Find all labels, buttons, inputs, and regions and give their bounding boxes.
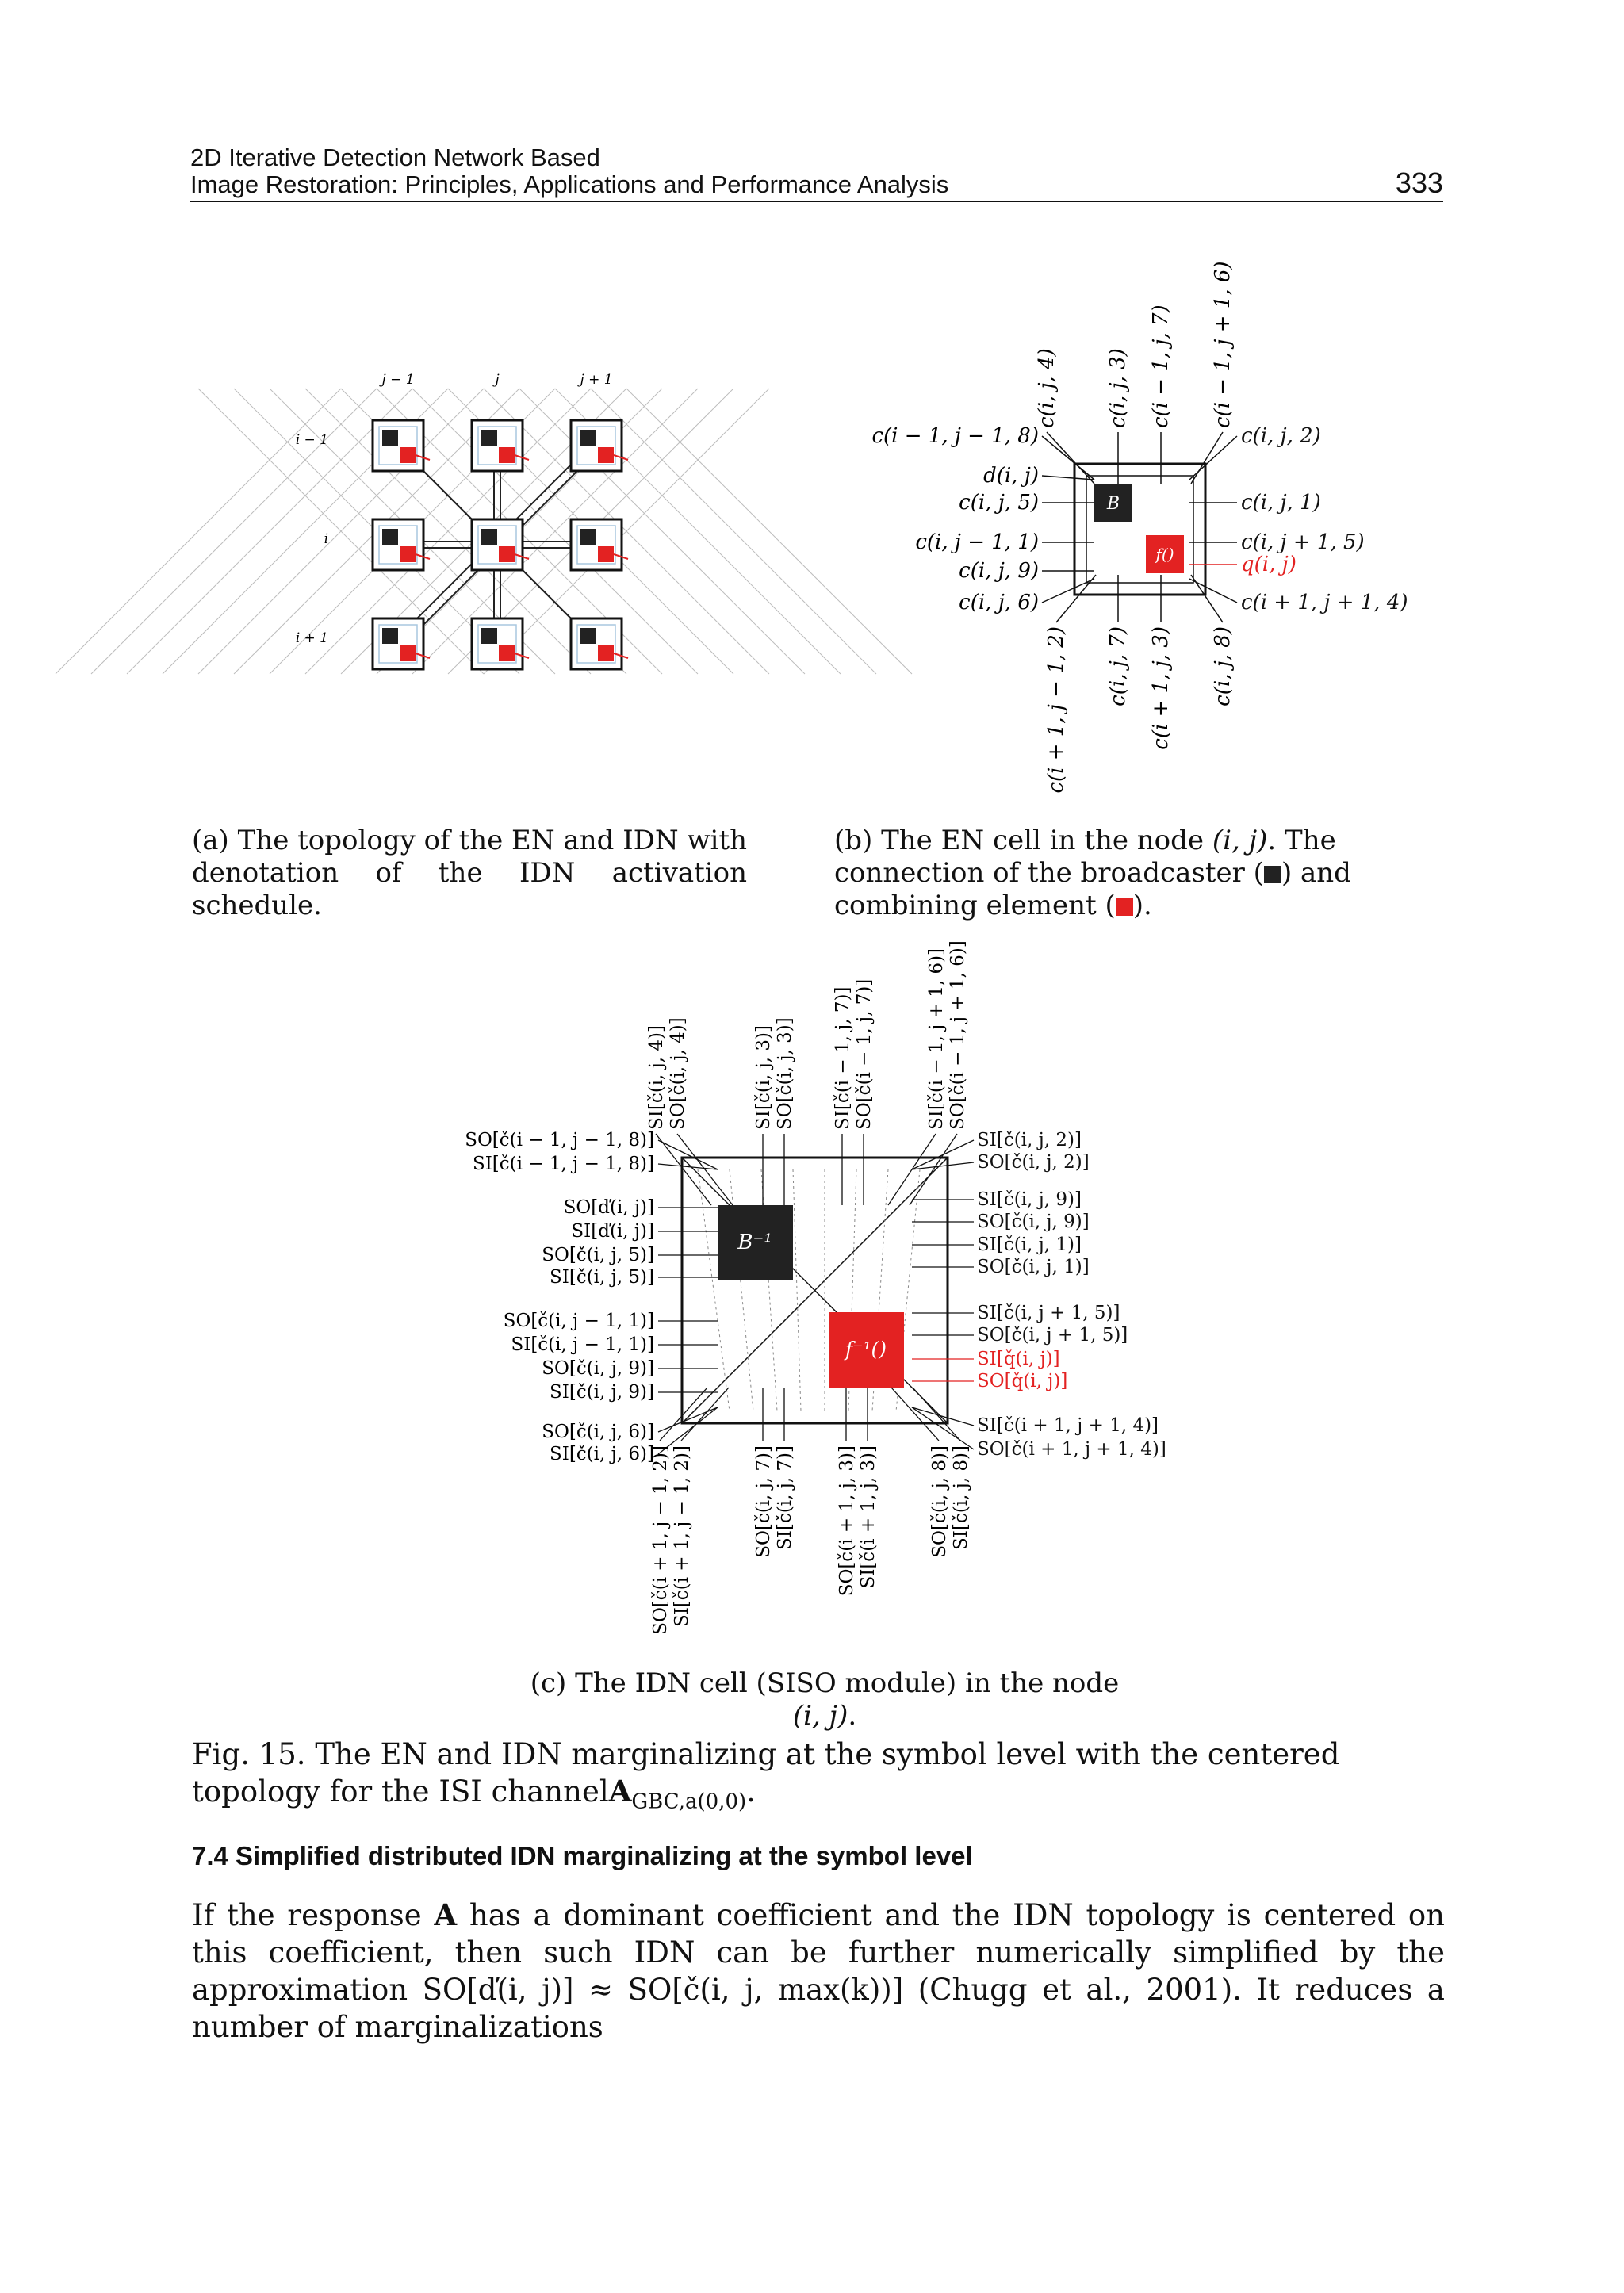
left-label: c(i, j, 6) [959, 591, 1039, 614]
figure-c-diagram [465, 940, 1166, 1635]
top-label: c(i, j, 4) [1035, 348, 1059, 428]
top-label: c(i, j, 3) [1106, 348, 1130, 428]
right-label: c(i + 1, j + 1, 4) [1241, 591, 1408, 614]
figure-a-topology [295, 365, 634, 698]
broadcaster-box [481, 529, 497, 545]
left-label: SI[č(i, j, 6)] [550, 1444, 654, 1464]
bottom-label: SI[č(i + 1, j, 3)] [858, 1445, 879, 1589]
figure-caption-subscript: GBC,a(0,0) [631, 1790, 747, 1814]
bottom-line [681, 1388, 729, 1441]
top-label: SI[č(i − 1, j, 7)] [833, 986, 853, 1130]
top-line [888, 1134, 936, 1205]
right-line [912, 1407, 974, 1449]
top-line [910, 1134, 957, 1205]
combiner-square-icon [1116, 898, 1133, 916]
lattice-line [91, 389, 377, 674]
left-label: SI[č(i, j, 5)] [550, 1267, 654, 1288]
bottom-line [891, 1388, 939, 1441]
top-label: SO[č(i − 1, j, 7)] [854, 978, 875, 1130]
body-part-3: (Chugg et al., 2001). It reduces a number of marginalizations [192, 1973, 1445, 2044]
left-line [1042, 436, 1094, 480]
right-label: c(i, j, 1) [1241, 491, 1321, 515]
header-line-2: Image Restoration: Principles, Applications and Performance Analysis [190, 170, 949, 198]
combiner-box [598, 645, 614, 661]
col-label: j − 1 [381, 372, 415, 388]
bottom-label: SO[č(i, j, 7)] [753, 1445, 774, 1558]
figure-caption-end: . [746, 1774, 756, 1809]
left-label: c(i − 1, j − 1, 8) [871, 424, 1039, 448]
bottom-line [1056, 575, 1096, 622]
combiner-box [499, 447, 515, 463]
figure-c-idn-cell [444, 932, 1205, 1665]
broadcaster-box [580, 430, 596, 446]
lattice-line [591, 389, 876, 674]
left-label: SI[č(i, j, 9)] [550, 1382, 654, 1403]
top-line [677, 1134, 733, 1205]
broadcaster-box [580, 628, 596, 644]
right-label: SI[č(i, j, 1)] [977, 1235, 1082, 1255]
caption-b-end: ). [1132, 890, 1152, 921]
figure-b-diagram [871, 261, 1408, 793]
right-label: SO[č(i, j + 1, 5)] [977, 1325, 1128, 1346]
right-label: SI[č(i + 1, j + 1, 4)] [977, 1415, 1159, 1436]
body-paragraph [192, 1897, 1445, 2046]
left-label: SI[č(i, j − 1, 1)] [511, 1334, 654, 1355]
top-label: SO[č(i, j, 4)] [668, 1017, 688, 1130]
top-label: SO[č(i − 1, j + 1, 6)] [948, 940, 968, 1130]
right-label: q(i, j) [1241, 553, 1297, 576]
page-number: 333 [1395, 167, 1443, 199]
bottom-label: c(i + 1, j, 3) [1149, 626, 1173, 750]
broadcaster-box [382, 529, 398, 545]
top-label: SO[č(i, j, 3)] [775, 1017, 795, 1130]
top-label: c(i − 1, j, 7) [1149, 304, 1173, 428]
top-line [1191, 432, 1223, 484]
left-label: SI[ď(i, j)] [571, 1221, 654, 1242]
col-label: j [495, 372, 500, 388]
caption-b [834, 825, 1445, 922]
broadcaster-box [481, 430, 497, 446]
right-label: c(i, j + 1, 5) [1241, 530, 1365, 554]
broadcaster-box [382, 430, 398, 446]
broadcaster-label: B [1106, 494, 1120, 514]
left-label: c(i, j, 5) [959, 491, 1039, 515]
bottom-line [1191, 575, 1223, 622]
body-formula: SO[ď(i, j)] ≈ SO[č(i, j, max(k))] [422, 1973, 904, 2007]
header-line-1: 2D Iterative Detection Network Based [190, 144, 600, 171]
top-label: SI[č(i, j, 3)] [753, 1025, 774, 1130]
top-label: SI[č(i, j, 4)] [646, 1025, 667, 1130]
caption-b-node: (i, j) [1212, 825, 1268, 856]
left-label: SO[č(i, j, 5)] [542, 1245, 654, 1265]
right-label: SO[q̌(i, j)] [977, 1371, 1068, 1391]
left-line [1042, 579, 1094, 603]
caption-c-end: . [848, 1700, 857, 1732]
right-label: c(i, j, 2) [1241, 424, 1321, 448]
left-label: SO[č(i − 1, j − 1, 8)] [465, 1130, 654, 1150]
combiner-box [598, 546, 614, 562]
bottom-label: c(i, j, 8) [1211, 626, 1235, 706]
caption-c [523, 1667, 1126, 1732]
figure-caption [192, 1736, 1445, 1820]
figure-a-labels [296, 372, 613, 646]
right-label: SI[č(i, j, 9)] [977, 1189, 1082, 1210]
left-label: SO[č(i, j, 6)] [542, 1422, 654, 1442]
left-label: d(i, j) [983, 464, 1039, 488]
left-label: c(i, j, 9) [959, 559, 1039, 583]
combiner-box [400, 447, 416, 463]
caption-b-prefix: (b) The EN cell in the node [834, 825, 1212, 856]
dotted-line [793, 1169, 801, 1411]
left-label: SO[ď(i, j)] [563, 1197, 654, 1218]
caption-c-node: (i, j) [792, 1700, 848, 1732]
left-label: SO[č(i, j, 9)] [542, 1358, 654, 1379]
left-label: SI[č(i − 1, j − 1, 8)] [472, 1154, 654, 1174]
body-part-1: If the response [192, 1898, 435, 1932]
combiner-box [400, 546, 416, 562]
bottom-label: SI[č(i, j, 7)] [775, 1445, 795, 1550]
header-rule [190, 201, 1443, 202]
right-label: SI[č(i, j + 1, 5)] [977, 1303, 1120, 1323]
right-label: SO[č(i, j, 1)] [977, 1257, 1090, 1277]
caption-a: (a) The topology of the EN and IDN with denotation of the IDN activation schedule. [192, 825, 747, 921]
right-label: SI[č(i, j, 2)] [977, 1130, 1082, 1150]
bottom-label: SO[č(i + 1, j − 1, 2)] [650, 1445, 671, 1635]
combiner-box [499, 546, 515, 562]
broadcaster-square-icon [1264, 866, 1281, 883]
bottom-label: c(i + 1, j − 1, 2) [1044, 626, 1068, 794]
row-label: i [324, 531, 328, 547]
row-label: i + 1 [295, 630, 328, 646]
right-line [912, 1162, 974, 1169]
body-part-2: has a dominant coefficient and the IDN topology is centered on this coefficient, then such IDN can be further numerically simplified by the approximation [192, 1898, 1445, 2007]
body-bold-symbol: A [434, 1897, 458, 1932]
running-header [190, 144, 1443, 198]
top-label: c(i − 1, j + 1, 6) [1211, 261, 1235, 428]
right-line [1189, 436, 1237, 480]
row-label: i − 1 [295, 432, 328, 448]
broadcaster-label: B⁻¹ [737, 1231, 772, 1254]
right-label: SO[č(i, j, 9)] [977, 1212, 1090, 1232]
caption-b-mid: . The connection of the broadcaster ( [834, 825, 1336, 889]
broadcaster-box [382, 628, 398, 644]
top-line [1047, 432, 1094, 484]
bottom-line [913, 1388, 960, 1441]
bottom-label: SO[č(i + 1, j, 3)] [837, 1445, 857, 1597]
left-label: c(i, j − 1, 1) [915, 530, 1039, 554]
figure-caption-text: Fig. 15. The EN and IDN marginalizing at the symbol level with the centered topology for the ISI channel [192, 1737, 1340, 1809]
right-label: SO[č(i + 1, j + 1, 4)] [977, 1439, 1166, 1460]
bottom-label: SI[č(i + 1, j − 1, 2)] [672, 1445, 692, 1628]
figure-b-en-cell [841, 254, 1475, 809]
top-label: SI[č(i − 1, j + 1, 6)] [926, 947, 947, 1130]
lattice-line [519, 389, 805, 674]
right-label: SI[q̌(i, j)] [977, 1349, 1060, 1369]
broadcaster-box [481, 628, 497, 644]
top-line [656, 1134, 711, 1205]
left-line [658, 1407, 718, 1432]
caption-b-mid2: ) and combining element ( [834, 857, 1351, 921]
combiner-label: f() [1155, 545, 1174, 564]
right-label: SO[č(i, j, 2)] [977, 1152, 1090, 1173]
combiner-label: f⁻¹() [845, 1338, 887, 1361]
left-label: SO[č(i, j − 1, 1)] [503, 1311, 654, 1331]
bottom-label: SI[č(i, j, 8)] [951, 1445, 971, 1550]
lattice-line [127, 389, 412, 674]
combiner-box [598, 447, 614, 463]
col-label: j + 1 [580, 372, 613, 388]
figure-a-cells [373, 420, 628, 669]
section-heading: 7.4 Simplified distributed IDN marginalizing at the symbol level [192, 1841, 973, 1870]
caption-c-prefix: (c) The IDN cell (SISO module) in the node [530, 1667, 1120, 1699]
bottom-label: SO[č(i, j, 8)] [929, 1445, 950, 1558]
combiner-box [499, 645, 515, 661]
combiner-box [400, 645, 416, 661]
figure-caption-symbol: A [608, 1774, 632, 1809]
bottom-label: c(i, j, 7) [1106, 626, 1130, 706]
broadcaster-box [580, 529, 596, 545]
